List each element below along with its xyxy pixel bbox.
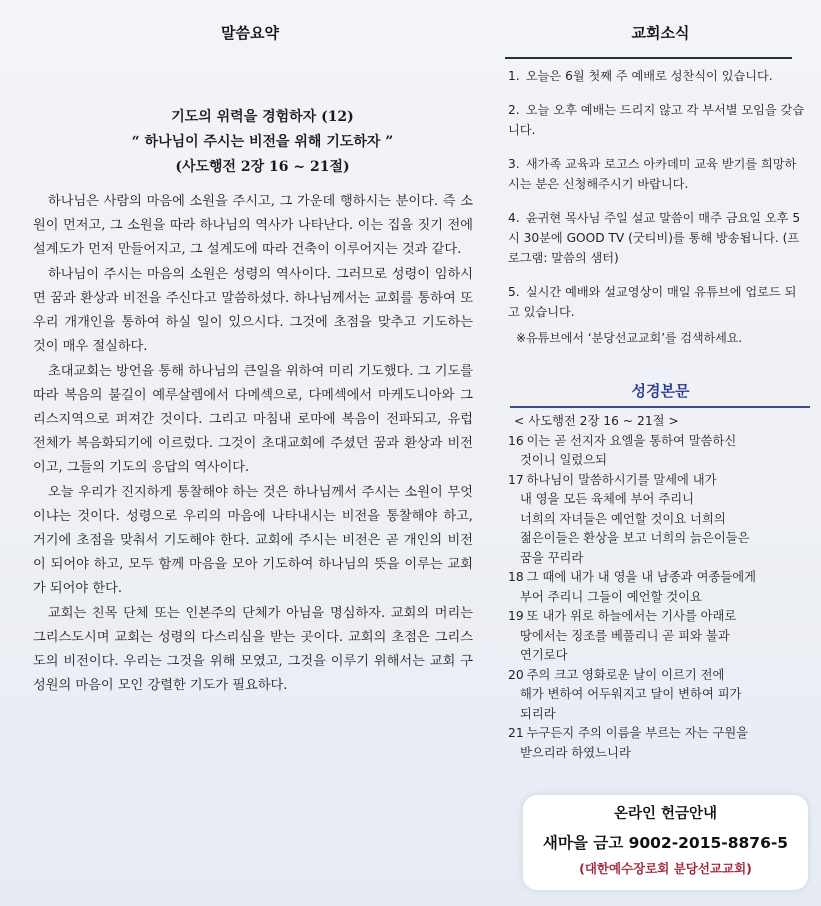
sermon-body	[33, 190, 473, 699]
offering-account: 새마을 금고 9002-2015-8876-5	[542, 834, 789, 852]
online-offering-box	[523, 795, 808, 890]
sermon-title: “ 하나님이 주시는 비전을 위해 기도하자 ”	[131, 134, 394, 150]
youtube-note: ※유튜브에서 ‘분당선교교회’를 검색하세요.	[516, 331, 743, 345]
news-list	[508, 66, 808, 348]
verse-number: 16	[508, 433, 524, 448]
verse: 16 이는 곧 선지자 요엘을 통하여 말씀하신 것이니 일렀으되	[508, 433, 737, 467]
scripture-text	[508, 412, 808, 763]
verse: 20 주의 크고 영화로운 날이 이르기 전에 해가 변하여 어두워지고 달이 변하여 피가 되리라	[508, 667, 742, 721]
verse-number: 21	[508, 726, 524, 740]
sermon-scripture: (사도행전 2장 16 ~ 21절)	[175, 159, 350, 175]
sermon-paragraph: 오늘 우리가 진지하게 통찰해야 하는 것은 하나님께서 주시는 소원이 무엇이냐는 것이다. 성령으로 우리의 마음에 나타내시는 비전을 통찰해야 하고, 거기에 초점을 맞춰서 기도해야 한다. 교회에 주시는 비전은 곧 개인의 비전이 되어야 하고, 모두 함께 마음을 모아 기도하여 하나님의 뜻을 이루는 교회가 되어야 한다.	[33, 485, 473, 596]
sermon-paragraph: 교회는 친목 단체 또는 인본주의 단체가 아님을 명심하자. 교회의 머리는 그리스도시며 교회는 성령의 다스리심을 받는 곳이다. 교회의 초점은 그리스도의 비전이다. 우리는 그것을 위해 모였고, 그것을 이루기 위해서는 교회 구성원의 마음이 모인 강렬한 기도가 필요하다.	[33, 606, 473, 693]
news-item: 3. 새가족 교육과 로고스 아카데미 교육 받기를 희망하시는 분은 신청해주시기 바랍니다.	[508, 157, 797, 191]
sermon-summary-heading: 말씀요약	[221, 24, 279, 42]
scripture-reference: < 사도행전 2장 16 ~ 21절 >	[514, 414, 679, 428]
verse: 21 누구든지 주의 이름을 부르는 자는 구원을 받으리라 하였느니라	[508, 726, 749, 760]
verse-number: 20	[508, 667, 524, 682]
sermon-paragraph: 초대교회는 방언을 통해 하나님의 큰일을 위하여 미리 기도했다. 그 기도를 따라 복음의 불길이 예루살렘에서 다메섹으로, 다메섹에서 마케도니아와 그리스지역으로 퍼져간 것이다. 그리고 마침내 로마에 복음이 전파되고, 유럽 전체가 복음화되기에 이르렀다. 그것이 초대교회에 주셨던 꿈과 환상과 비전이고, 그들의 기도의 응답의 역사이다.	[33, 364, 473, 475]
church-news-column	[500, 0, 821, 906]
sermon-header	[40, 105, 485, 180]
news-item: 4. 윤귀현 목사님 주일 설교 말씀이 매주 금요일 오후 5시 30분에 GOOD TV (굿티비)를 통해 방송됩니다. (프로그램: 말씀의 샘터)	[508, 211, 801, 265]
scripture-heading: 성경본문	[631, 382, 690, 400]
offering-account-owner: (대한예수장로회 분당선교교회)	[579, 861, 752, 876]
news-item: 1. 오늘은 6월 첫째 주 예배로 성찬식이 있습니다.	[508, 69, 773, 83]
verse: 19 또 내가 위로 하늘에서는 기사를 아래로 땅에서는 징조를 베풀리니 곧 피와 불과 연기로다	[508, 609, 737, 662]
news-item: 2. 오늘 오후 예배는 드리지 않고 각 부서별 모임을 갖습니다.	[508, 103, 805, 137]
sermon-paragraph: 하나님은 사람의 마음에 소원을 주시고, 그 가운데 행하시는 분이다. 즉 소원이 먼저고, 그 소원을 따라 하나님의 역사가 나타난다. 이는 집을 짓기 전에 설계도가 먼저 만들어지고, 그 설계도에 따라 건축이 이루어지는 것과 같다.	[33, 194, 473, 257]
verse-number: 19	[508, 609, 524, 623]
sermon-series: 기도의 위력을 경험하자 (12)	[171, 109, 354, 125]
verse-number: 17	[508, 472, 524, 487]
offering-title: 온라인 헌금안내	[613, 806, 718, 822]
verse: 17 하나님이 말씀하시기를 말세에 내가 내 영을 모든 육체에 부어 주리니 너희의 자녀들은 예언할 것이요 너희의 젊은이들은 환상을 보고 너희의 늙은이들은 꿈을 꾸리라	[508, 472, 750, 565]
verse: 18 그 때에 내가 내 영을 내 남종과 여종들에게 부어 주리니 그들이 예언할 것이요	[508, 570, 756, 604]
verse-number: 18	[508, 570, 524, 584]
sermon-paragraph: 하나님이 주시는 마음의 소원은 성령의 역사이다. 그러므로 성령이 임하시면 꿈과 환상과 비전을 주신다고 말씀하셨다. 하나님께서는 교회를 통하여 또 우리 개개인을 통하여 하실 일이 있으시다. 그것에 초점을 맞추고 기도하는 것이 매우 절실하다.	[33, 267, 473, 354]
news-item: 5. 실시간 예배와 설교영상이 매일 유튜브에 업로드 되고 있습니다.	[508, 285, 797, 319]
church-news-heading: 교회소식	[631, 24, 690, 42]
scripture-divider	[510, 406, 810, 408]
